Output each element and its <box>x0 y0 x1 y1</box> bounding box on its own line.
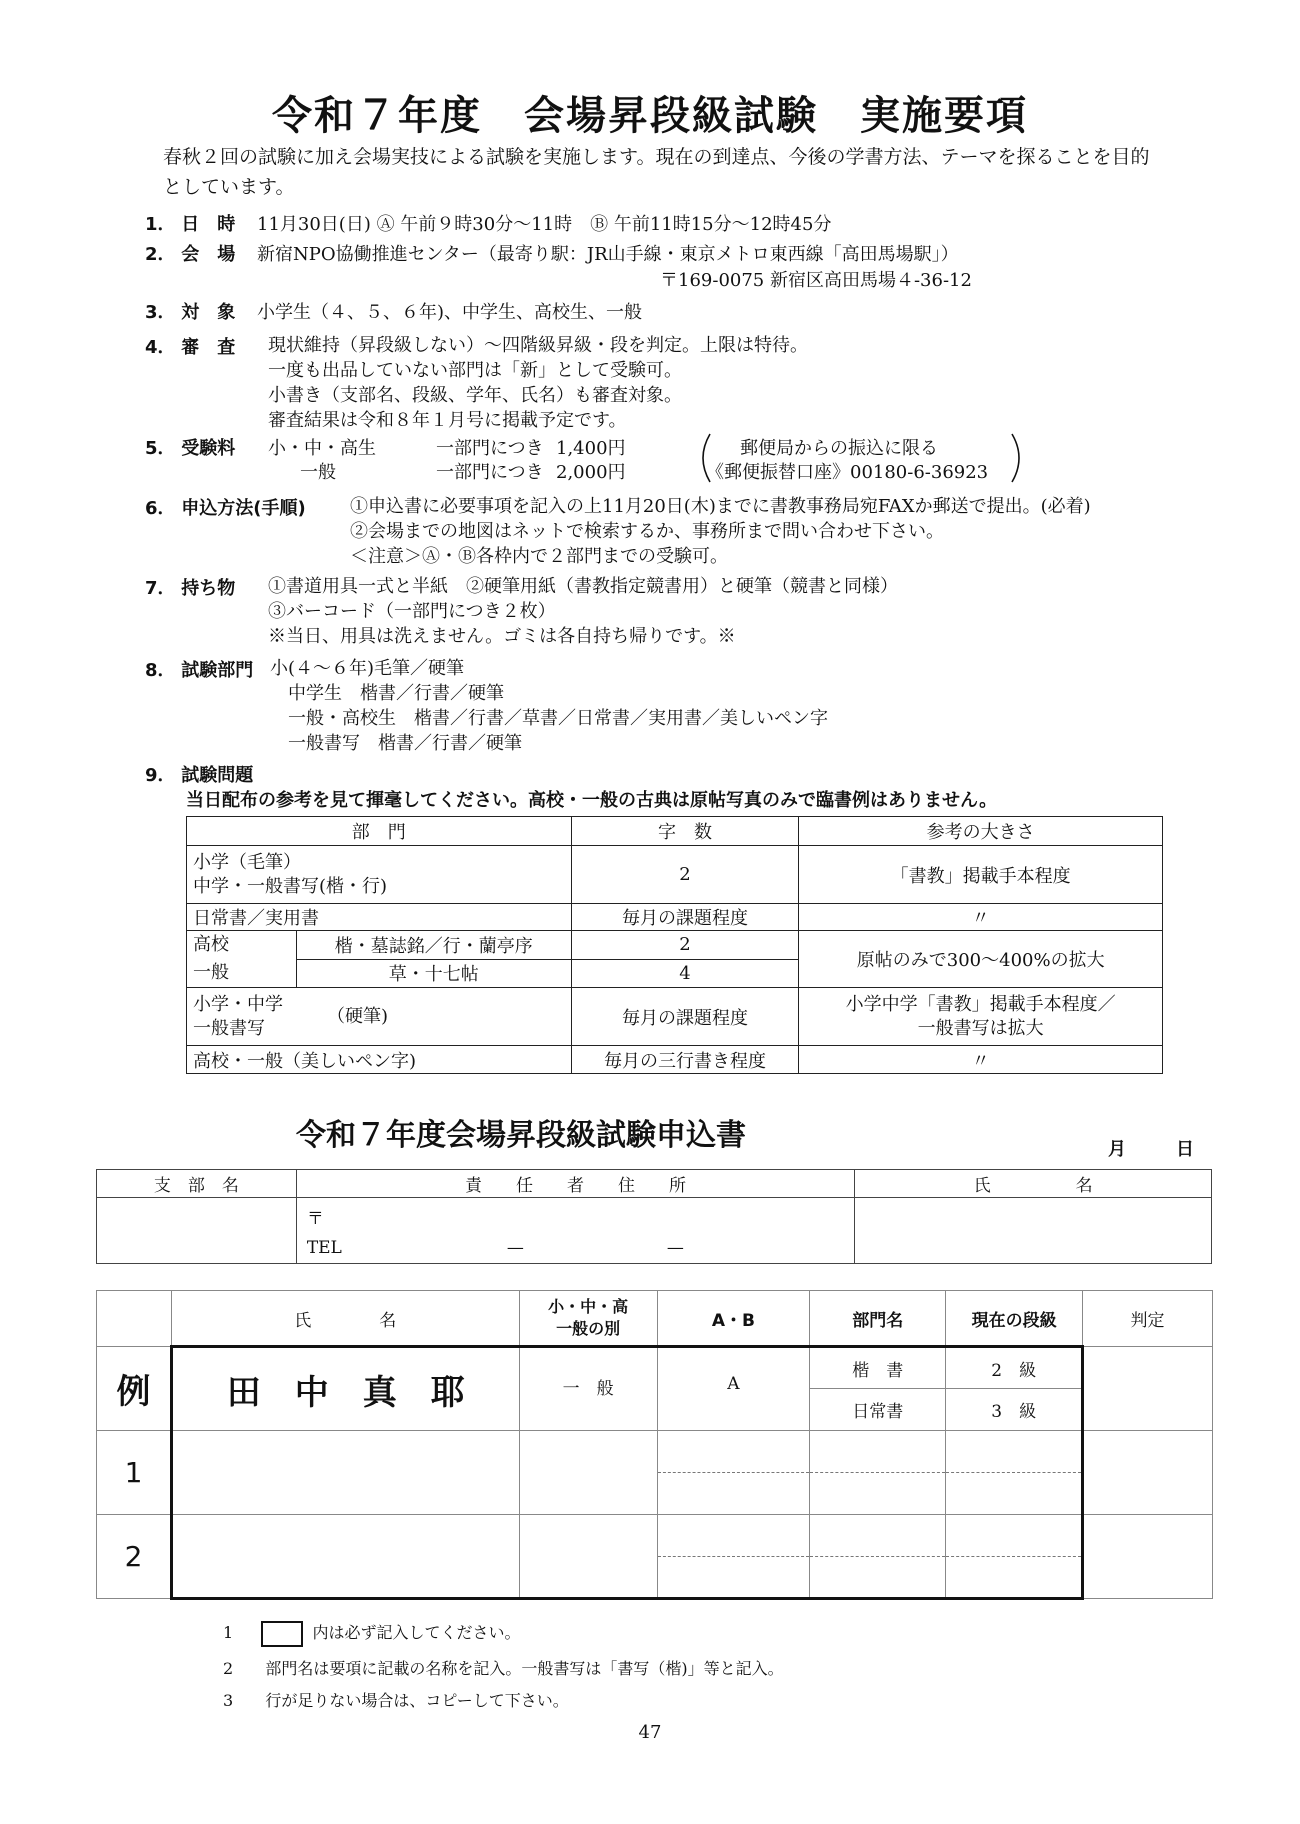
size-cell: 〃 <box>799 1046 1163 1074</box>
group-text: 高校 <box>193 934 229 955</box>
exam-row <box>187 1046 1163 1074</box>
chars-cell: 2 <box>571 931 799 960</box>
item-label: 受験料 <box>181 438 236 459</box>
item-label: 日 時 <box>181 214 236 235</box>
division-line: 一般・高校生 楷書／行書／草書／日常書／実用書／美しいペン字 <box>288 708 828 729</box>
header-judge: 判定 <box>1083 1291 1213 1347</box>
fee-amount-2: 2,000円 <box>556 462 626 483</box>
exam-row <box>187 988 1163 1046</box>
division-line: 小(４〜６年)毛筆／硬筆 <box>270 658 465 679</box>
review-line: 小書き（支部名、段級、学年、氏名）も審査対象。 <box>268 385 682 406</box>
item-num: 6． <box>145 498 176 519</box>
name-field[interactable] <box>855 1198 1212 1264</box>
entry-name-field[interactable] <box>171 1515 519 1599</box>
exam-row <box>187 904 1163 931</box>
item-text: 新宿NPO協働推進センター（最寄り駅：JR山手線・東京メトロ東西線「高田馬場駅」） <box>257 244 959 265</box>
entry-ab-field[interactable] <box>657 1473 810 1515</box>
bring-lines <box>268 574 898 649</box>
item-label: 試験部門 <box>181 660 254 681</box>
item-label: 対 象 <box>181 302 236 323</box>
fee-note-2: 《郵便振替口座》00180-6-36923 <box>706 462 989 483</box>
venue-address: 〒169-0075 新宿区高田馬場４-36-12 <box>660 270 972 291</box>
fee-per-1: 一部門につき <box>436 438 544 459</box>
entry-ab-field[interactable] <box>657 1557 810 1599</box>
chars-cell: 2 <box>571 846 799 904</box>
entry-judge <box>1083 1431 1213 1515</box>
note-1 <box>223 1620 520 1647</box>
entry-dept-field[interactable] <box>810 1473 946 1515</box>
tel-dash: — <box>506 1238 524 1258</box>
row-number: 1 <box>97 1431 172 1515</box>
paren-right <box>1008 432 1028 484</box>
dept-cell <box>187 988 572 1046</box>
application-table <box>96 1290 1213 1600</box>
intro-text: 春秋２回の試験に加え会場実技による試験を実施します。現在の到達点、今後の学書方法、テーマを探ることを目的としています。 <box>163 146 1150 198</box>
header-ab: A・B <box>657 1291 810 1347</box>
dept-text: 一般書写 <box>193 1017 265 1039</box>
fee-who-1: 小・中・高生 <box>268 438 376 459</box>
example-row <box>97 1347 1213 1389</box>
item-text: 小学生（４、５、６年)、中学生、高校生、一般 <box>257 302 643 323</box>
size-cell <box>799 988 1163 1046</box>
problems-text: 当日配布の参考を見て揮毫してください。高校・一般の古典は原帖写真のみで臨書例はありません。 <box>186 790 998 811</box>
item-num: 7． <box>145 578 176 599</box>
sub-dept-cell: 草・十七帖 <box>296 959 571 988</box>
apply-line: ②会場までの地図はネットで検索するか、事務所まで問い合わせ下さい。 <box>350 521 944 542</box>
application-title: 令和７年度会場昇段級試験申込書 <box>296 1118 746 1153</box>
fee-who-2: 一般 <box>300 462 336 483</box>
dept-cell <box>187 846 572 904</box>
header-dept: 部門名 <box>810 1291 946 1347</box>
entry-dept-field[interactable] <box>810 1557 946 1599</box>
item-venue <box>145 240 959 266</box>
example-dept: 楷 書 <box>810 1347 946 1389</box>
division-line: 中学生 楷書／行書／硬筆 <box>288 683 504 704</box>
item-text: 11月30日(日) Ⓐ 午前９時30分〜11時 Ⓑ 午前11時15分〜12時45分 <box>257 214 832 235</box>
review-line: 一度も出品していない部門は「新」として受験可。 <box>268 360 682 381</box>
note-num: 2 <box>223 1659 234 1678</box>
example-type: 一 般 <box>519 1347 657 1431</box>
entry-grade-field[interactable] <box>946 1515 1083 1557</box>
header-empty <box>97 1291 172 1347</box>
size-cell: 〃 <box>799 904 1163 931</box>
size-cell: 「書教」掲載手本程度 <box>799 846 1163 904</box>
item-review <box>145 333 235 359</box>
entry-type-field[interactable] <box>519 1431 657 1515</box>
header-name: 氏 名 <box>171 1291 519 1347</box>
header-type-line: 小・中・高 <box>548 1297 629 1316</box>
item-label: 審 査 <box>181 337 236 358</box>
note-num: 3 <box>223 1691 234 1710</box>
branch-table <box>96 1169 1212 1264</box>
entry-row <box>97 1431 1213 1473</box>
exam-row <box>187 931 1163 960</box>
example-name: 田 中 真 耶 <box>171 1347 519 1431</box>
item-label: 会 場 <box>181 244 236 265</box>
entry-grade-field[interactable] <box>946 1557 1083 1599</box>
item-num: 9． <box>145 765 176 786</box>
item-target <box>145 298 642 324</box>
apply-lines <box>350 494 1091 569</box>
header-type-line: 一般の別 <box>556 1319 621 1338</box>
item-fee <box>145 434 235 460</box>
item-num: 5． <box>145 438 176 459</box>
example-ab: A <box>657 1347 810 1431</box>
item-label: 持ち物 <box>181 578 236 599</box>
chars-cell: 毎月の三行書き程度 <box>571 1046 799 1074</box>
day-label: 日 <box>1176 1139 1194 1160</box>
chars-cell: 毎月の課題程度 <box>571 988 799 1046</box>
entry-grade-field[interactable] <box>946 1473 1083 1515</box>
page-title: 令和７年度 会場昇段級試験 実施要項 <box>272 93 1028 139</box>
sub-dept-cell: 楷・墓誌銘／行・蘭亭序 <box>296 931 571 960</box>
postal-mark: 〒 <box>306 1209 324 1229</box>
entry-grade-field[interactable] <box>946 1431 1083 1473</box>
header-chars: 字 数 <box>571 817 799 846</box>
note-text: 行が足りない場合は、コピーして下さい。 <box>265 1691 569 1710</box>
header-name: 氏 名 <box>855 1170 1212 1198</box>
entry-ab-field[interactable] <box>657 1431 810 1473</box>
example-dept: 日常書 <box>810 1389 946 1431</box>
entry-name-field[interactable] <box>171 1431 519 1515</box>
branch-header <box>97 1170 1212 1198</box>
item-apply <box>145 494 306 520</box>
division-line: 一般書写 楷書／行書／硬筆 <box>288 733 522 754</box>
example-grade: 2 級 <box>946 1347 1083 1389</box>
header-address: 責 任 者 住 所 <box>296 1170 854 1198</box>
entry-dept-field[interactable] <box>810 1431 946 1473</box>
dept-cell: 日常書／実用書 <box>187 904 572 931</box>
item-num: 4． <box>145 337 176 358</box>
chars-cell: 4 <box>571 959 799 988</box>
fee-per-2: 一部門につき <box>436 462 544 483</box>
exam-table <box>186 816 1163 1074</box>
group-cell <box>187 931 297 988</box>
chars-cell: 毎月の課題程度 <box>571 904 799 931</box>
review-lines <box>268 333 808 433</box>
item-num: 3． <box>145 302 176 323</box>
fee-amount-1: 1,400円 <box>556 438 626 459</box>
entry-judge <box>1083 1515 1213 1599</box>
exam-table-header <box>187 817 1163 846</box>
item-label: 試験問題 <box>181 765 254 786</box>
required-box-icon <box>261 1621 303 1647</box>
note-num: 1 <box>223 1623 234 1642</box>
exam-row <box>187 846 1163 904</box>
group-text: 一般 <box>193 962 229 983</box>
entry-row <box>97 1515 1213 1557</box>
branch-row <box>97 1198 1212 1264</box>
month-label: 月 <box>1108 1139 1126 1160</box>
entry-dept-field[interactable] <box>810 1515 946 1557</box>
note-text: 内は必ず記入してください。 <box>312 1623 521 1642</box>
dept-note: （硬筆) <box>327 1006 389 1027</box>
review-line: 現状維持（昇段級しない）〜四階級昇級・段を判定。上限は特待。 <box>268 335 808 356</box>
dept-text: 小学・中学 <box>193 993 283 1015</box>
note-3 <box>223 1688 569 1711</box>
item-date <box>145 210 831 236</box>
item-divisions <box>145 656 253 682</box>
note-text: 部門名は要項に記載の名称を記入。一般書写は「書写（楷)」等と記入。 <box>265 1659 784 1678</box>
division-lines <box>270 656 828 756</box>
apply-line: ①申込書に必要事項を記入の上11月20日(木)までに書教事務局宛FAXか郵送で提出。(必着) <box>350 496 1091 517</box>
entry-type-field[interactable] <box>519 1515 657 1599</box>
dept-text: 中学・一般書写(楷・行) <box>193 875 388 897</box>
example-mark: 例 <box>97 1347 172 1431</box>
size-cell: 原帖のみで300〜400%の拡大 <box>799 931 1163 988</box>
item-label: 申込方法(手順) <box>181 498 306 519</box>
size-text: 一般書写は拡大 <box>917 1017 1044 1039</box>
apply-line: ＜注意＞Ⓐ・Ⓑ各枠内で２部門までの受験可。 <box>350 546 728 567</box>
item-problems <box>145 761 253 787</box>
header-grade: 現在の段級 <box>946 1291 1083 1347</box>
application-header <box>97 1291 1213 1347</box>
row-number: 2 <box>97 1515 172 1599</box>
item-num: 8． <box>145 660 176 681</box>
example-grade: 3 級 <box>946 1389 1083 1431</box>
page-number: 47 <box>638 1722 662 1743</box>
fee-note-1: 郵便局からの振込に限る <box>740 438 938 459</box>
size-text: 小学中学「書教」掲載手本程度／ <box>845 993 1116 1015</box>
bring-line: ※当日、用具は洗えません。ゴミは各自持ち帰りです。※ <box>268 626 736 647</box>
dept-cell: 高校・一般（美しいペン字) <box>187 1046 572 1074</box>
item-num: 1． <box>145 214 176 235</box>
bring-line: ③バーコード（一部門につき２枚） <box>268 601 556 622</box>
tel-label: TEL <box>306 1238 342 1258</box>
item-num: 2． <box>145 244 176 265</box>
entry-ab-field[interactable] <box>657 1515 810 1557</box>
header-dept: 部 門 <box>187 817 572 846</box>
header-type <box>519 1291 657 1347</box>
dept-text: 小学（毛筆） <box>193 851 301 873</box>
tel-dash: — <box>666 1238 684 1258</box>
note-2 <box>223 1656 784 1679</box>
branch-field[interactable] <box>97 1198 297 1264</box>
review-line: 審査結果は令和８年１月号に掲載予定です。 <box>268 410 627 431</box>
address-field[interactable] <box>296 1198 854 1264</box>
item-bring <box>145 574 235 600</box>
bring-line: ①書道用具一式と半紙 ②硬筆用紙（書教指定競書用）と硬筆（競書と同様） <box>268 576 898 597</box>
example-judge <box>1083 1347 1213 1431</box>
header-branch: 支 部 名 <box>97 1170 297 1198</box>
header-size: 参考の大きさ <box>799 817 1163 846</box>
